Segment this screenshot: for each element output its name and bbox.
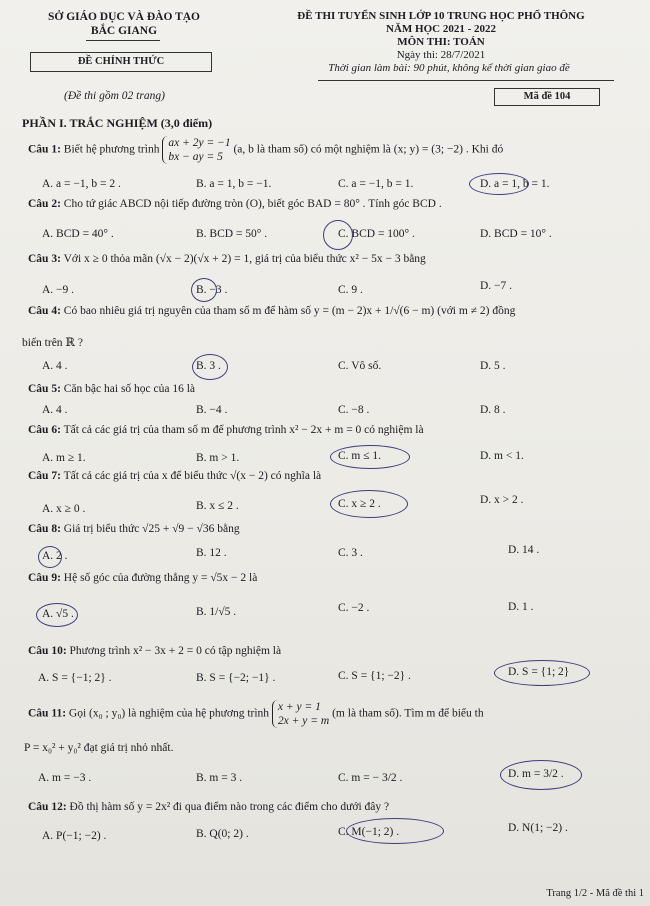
equation-system [272,700,329,728]
school-year: NĂM HỌC 2021 - 2022 [386,23,496,35]
question-label: Câu 11: [28,707,67,720]
option-c: C. m = − 3/2 . [338,772,403,784]
question-text: Với x ≥ 0 thỏa mãn (√x − 2)(√x + 2) = 1, giá trị của biểu thức x² − 5x − 3 bằng [63,253,426,265]
question-label: Câu 4: [28,305,61,317]
question-9 [28,572,257,584]
option-d: D. 14 . [508,544,540,556]
option-c: C. S = {1; −2} . [338,670,411,682]
answer-mark [494,660,590,686]
question-text: Giá trị biểu thức √25 + √9 − √36 bằng [63,523,240,535]
question-4 [28,305,515,317]
option-c: C. M(−1; 2) . [338,826,400,838]
option-d: D. m = 3/2 . [508,768,564,780]
question-6 [28,424,424,436]
option-b: B. a = 1, b = −1. [196,178,272,190]
question-8 [28,523,240,535]
equation-line: ax + 2y = −1 [168,137,231,149]
option-b: B. −4 . [196,404,228,416]
answer-mark [38,546,62,568]
option-c: C. −2 . [338,602,370,614]
question-label: Câu 8: [28,523,61,535]
question-11-continued: P = x₀² + y₀² đạt giá trị nhỏ nhất. [24,742,174,754]
header-right [246,10,636,75]
option-a: A. √5 . [42,608,74,620]
option-c: C. 3 . [338,547,363,559]
question-text: Tất cả các giá trị của tham số m để phương trình x² − 2x + m = 0 có nghiệm là [63,424,424,436]
option-a: A. 2 . [42,550,68,562]
option-b: B. 12 . [196,547,227,559]
question-label: Câu 5: [28,383,61,395]
dept-name: SỞ GIÁO DỤC VÀ ĐÀO TẠO [48,11,200,23]
question-label: Câu 1: [28,143,61,156]
option-d: D. 1 . [508,601,534,613]
equation-line: bx − ay = 5 [168,151,223,163]
question-text: Hệ số góc của đường thẳng y = √5x − 2 là [63,572,258,584]
option-d: D. N(1; −2) . [508,822,568,834]
option-d: D. x > 2 . [480,494,524,506]
option-c: C. a = −1, b = 1. [338,178,414,190]
equation-line: x + y = 1 [277,701,321,713]
question-1 [28,136,503,164]
option-b: B. S = {−2; −1} . [196,672,276,684]
option-a: A. x ≥ 0 . [42,503,86,515]
option-d: D. BCD = 10° . [480,228,552,240]
option-c: C. m ≤ 1. [338,450,382,462]
section-title: PHẦN I. TRẮC NGHIỆM (3,0 điểm) [22,116,213,130]
option-a: A. S = {−1; 2} . [38,672,112,684]
option-b: B. 3 . [196,360,221,372]
answer-mark [330,490,408,518]
option-b: B. m = 3 . [196,772,243,784]
question-label: Câu 9: [28,572,61,584]
option-d: D. S = {1; 2} [508,666,570,678]
question-label: Câu 10: [28,645,67,657]
question-text: Căn bậc hai số học của 16 là [63,383,196,395]
answer-mark [36,603,78,627]
question-text: Gọi (x₀ ; y₀) là nghiệm của hệ phương trình [68,707,270,720]
page-footer: Trang 1/2 - Mã đề thi 1 [546,888,644,899]
option-c: C. x ≥ 2 . [338,498,381,510]
answer-mark [191,278,217,302]
option-a: A. m = −3 . [38,772,92,784]
question-text: (m là tham số). Tìm m để biểu th [332,707,484,720]
option-a: A. P(−1; −2) . [42,830,107,842]
question-11 [28,700,484,728]
question-2 [28,198,442,210]
option-c: C. 9 . [338,284,363,296]
option-c: C. −8 . [338,404,370,416]
question-text: (a, b là tham số) có một nghiệm là (x; y) = (3; −2) . Khi đó [233,143,504,156]
question-4-continued: biến trên ℝ ? [22,337,83,349]
option-b: B. 1/√5 . [196,606,237,618]
header-left-rule [86,40,160,41]
question-text: Cho tứ giác ABCD nội tiếp đường tròn (O), biết góc BAD = 80° . Tính góc BCD . [63,198,442,210]
answer-mark [346,818,444,844]
option-a: A. a = −1, b = 2 . [42,178,121,190]
answer-mark [192,354,228,380]
question-label: Câu 12: [28,801,67,813]
option-c: C. BCD = 100° . [338,228,415,240]
exam-code-box: Mã đề 104 [494,88,600,106]
subject: MÔN THI: TOÁN [397,36,485,48]
question-text: Biết hệ phương trình [63,143,160,156]
question-label: Câu 7: [28,470,61,482]
option-d: D. −7 . [480,280,513,292]
option-d: D. m < 1. [480,450,524,462]
option-c: C. Vô số. [338,360,382,372]
question-10 [28,645,281,657]
answer-mark [500,760,582,790]
question-text: Có bao nhiêu giá trị nguyên của tham số m để hàm số y = (m − 2)x + 1/√(6 − m) (với m ≠ 2) đồng [63,305,516,317]
option-b: B. m > 1. [196,452,240,464]
option-d: D. 8 . [480,404,506,416]
exam-title: ĐỀ THI TUYỂN SINH LỚP 10 TRUNG HỌC PHỔ THÔNG [297,10,585,22]
question-text: Tất cả các giá trị của x để biểu thức √(x − 2) có nghĩa là [63,470,322,482]
equation-system [162,136,230,164]
header-right-rule [318,80,614,81]
option-a: A. 4 . [42,360,68,372]
header-left [14,10,234,38]
option-b: B. Q(0; 2) . [196,828,249,840]
question-7 [28,470,321,482]
option-b: B. x ≤ 2 . [196,500,239,512]
pages-note: (Đề thi gồm 02 trang) [64,90,165,102]
official-box: ĐỀ CHÍNH THỨC [30,52,212,72]
answer-mark [330,445,410,469]
option-b: B. BCD = 50° . [196,228,268,240]
question-label: Câu 2: [28,198,61,210]
option-a: A. −9 . [42,284,75,296]
question-5 [28,383,195,395]
exam-date: Ngày thi: 28/7/2021 [396,49,486,61]
answer-mark [469,173,529,195]
equation-line: 2x + y = m [277,715,330,727]
duration: Thời gian làm bài: 90 phút, không kể thời gian giao đề [328,62,570,74]
question-text: Đồ thị hàm số y = 2x² đi qua điểm nào trong các điểm cho dưới đây ? [69,801,390,813]
question-12 [28,801,389,813]
option-a: A. m ≥ 1. [42,452,86,464]
province-name: BẮC GIANG [90,25,158,37]
option-d: D. 5 . [480,360,506,372]
question-label: Câu 3: [28,253,61,265]
question-label: Câu 6: [28,424,61,436]
option-b: B. −3 . [196,284,228,296]
option-d: D. a = 1, b = 1. [480,178,550,190]
question-3 [28,253,426,265]
answer-mark [323,220,353,250]
question-text: Phương trình x² − 3x + 2 = 0 có tập nghiệm là [69,645,282,657]
option-a: A. BCD = 40° . [42,228,114,240]
option-a: A. 4 . [42,404,68,416]
